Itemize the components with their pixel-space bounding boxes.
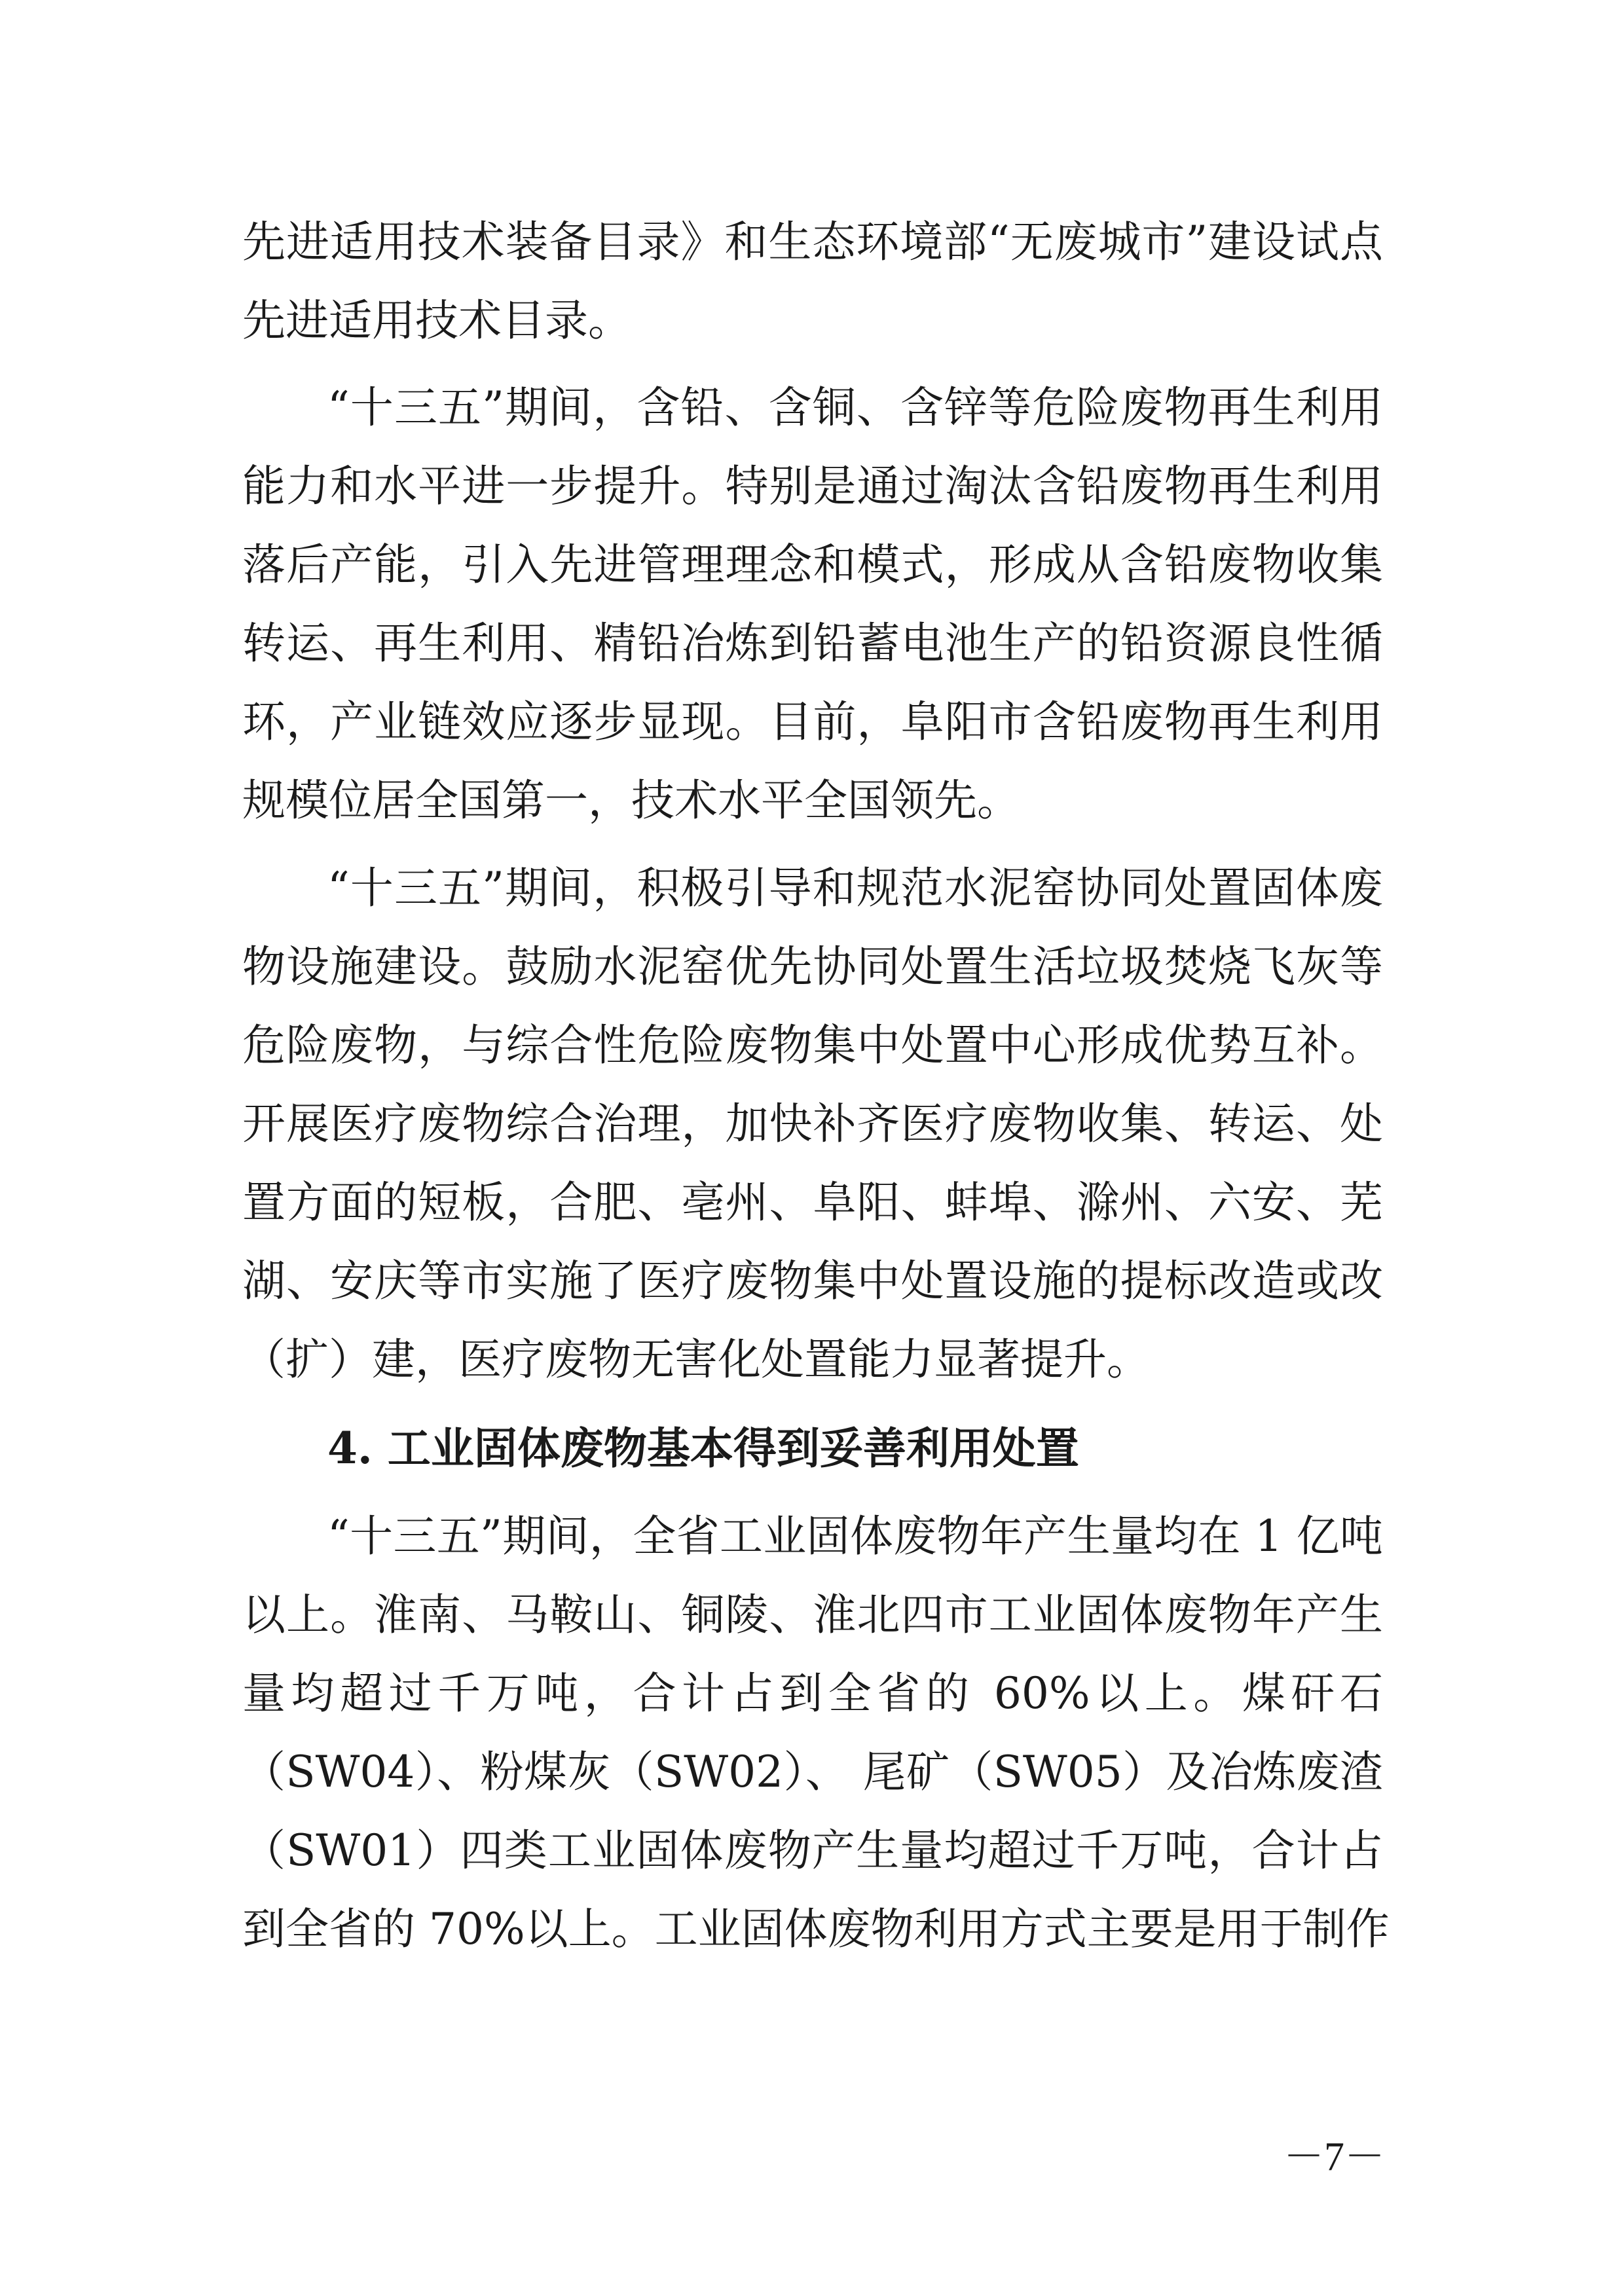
paragraph-line: （SW01）四类工业固体废物产生量均超过千万吨，合计占 (242, 1825, 1383, 1876)
paragraph-line: 置方面的短板，合肥、亳州、阜阳、蚌埠、滁州、六安、芜 (242, 1177, 1383, 1228)
paragraph-line: 开展医疗废物综合治理，加快补齐医疗废物收集、转运、处 (242, 1099, 1383, 1149)
section-heading: 4. 工业固体废物基本得到妥善利用处置 (327, 1423, 1079, 1474)
paragraph-line: 湖、安庆等市实施了医疗废物集中处置设施的提标改造或改 (242, 1256, 1383, 1306)
paragraph-line: 环，产业链效应逐步显现。目前，阜阳市含铅废物再生利用 (242, 697, 1383, 747)
paragraph-line: 到全省的 70%以上。工业固体废物利用方式主要是用于制作 (242, 1904, 1390, 1954)
paragraph-line: 转运、再生利用、精铅冶炼到铅蓄电池生产的铅资源良性循 (242, 618, 1383, 668)
paragraph-line: “十三五”期间，含铅、含铜、含锌等危险废物再生利用 (327, 382, 1383, 433)
paragraph-line: 以上。淮南、马鞍山、铜陵、淮北四市工业固体废物年产生 (242, 1590, 1383, 1640)
paragraph-line: “十三五”期间，全省工业固体废物年产生量均在 1 亿吨 (327, 1511, 1383, 1561)
paragraph-line: 先进适用技术装备目录》和生态环境部“无废城市”建设试点 (242, 217, 1383, 267)
paragraph-line: 量均超过千万吨，合计占到全省的 60%以上。煤矸石 (242, 1668, 1383, 1719)
paragraph-line: 能力和水平进一步提升。特别是通过淘汰含铅废物再生利用 (242, 461, 1383, 511)
paragraph-line: 落后产能，引入先进管理理念和模式，形成从含铅废物收集 (242, 539, 1383, 590)
paragraph-line: 先进适用技术目录。 (242, 295, 631, 346)
paragraph-line: （扩）建，医疗废物无害化处置能力显著提升。 (242, 1334, 1150, 1385)
paragraph-line: 规模位居全国第一，技术水平全国领先。 (242, 775, 1020, 826)
page-number: －7－ (1283, 2135, 1386, 2179)
paragraph-line: （SW04）、粉煤灰（SW02）、 尾矿（SW05）及冶炼废渣 (242, 1747, 1383, 1797)
paragraph-line: 物设施建设。鼓励水泥窑优先协同处置生活垃圾焚烧飞灰等 (242, 941, 1383, 992)
paragraph-line: 危险废物，与综合性危险废物集中处置中心形成优势互补。 (242, 1020, 1383, 1070)
paragraph-line: “十三五”期间，积极引导和规范水泥窑协同处置固体废 (327, 863, 1383, 913)
